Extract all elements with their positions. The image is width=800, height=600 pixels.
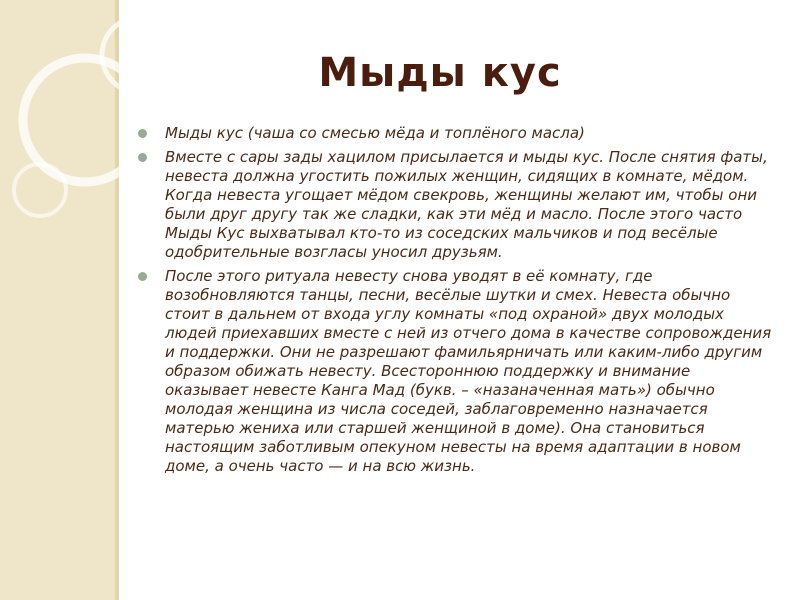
slide-title: Мыды кус — [318, 50, 562, 96]
bullet-dot-icon — [138, 129, 147, 138]
bullet-text: Мыды кус (чаша со смесью мёда и топлёного масла) — [165, 124, 585, 142]
bullet-text: После этого ритуала невесту снова уводят в её комнату, где возобновляются танцы, песни, весёлые шутки и смех. Невеста обычно стоит в дальнем от входа углу комнаты «под охраной» двух молодых людей приехавших вместе с ней из отчего дома в качестве сопровождения и поддержки. Они не разрешают фамильярничать или каким-либо другим образом обижать невесту. Всестороннюю поддержку и внимание оказывает невесте Канга Мад (букв. – «назаначенная мать») обычно молодая женщина из числа соседей, заблаговременно назначается матерью жениха или старшей женщиной в доме). Она становиться настоящим заботливым опекуном невесты на время адаптации в новом доме, а очень часто — и на всю жизнь. — [165, 267, 772, 475]
bullet-list — [138, 124, 778, 481]
bullet-item — [138, 267, 778, 476]
bullet-item — [138, 124, 778, 143]
bullet-dot-icon — [138, 153, 147, 162]
bullet-item — [138, 148, 778, 262]
bullet-dot-icon — [138, 272, 147, 281]
bullet-text: Вместе с сары зады хацилом присылается и мыды кус. После снятия фаты, невеста должна угостить пожилых женщин, сидящих в комнате, мёдом. Когда невеста угощает мёдом свекровь, женщины желают им, чтобы они были друг другу так же сладки, как эти мёд и масло. После этого часто Мыды Кус выхватывал кто-то из соседских мальчиков и под весёлые одобрительные возгласы уносил друзьям. — [165, 148, 768, 261]
